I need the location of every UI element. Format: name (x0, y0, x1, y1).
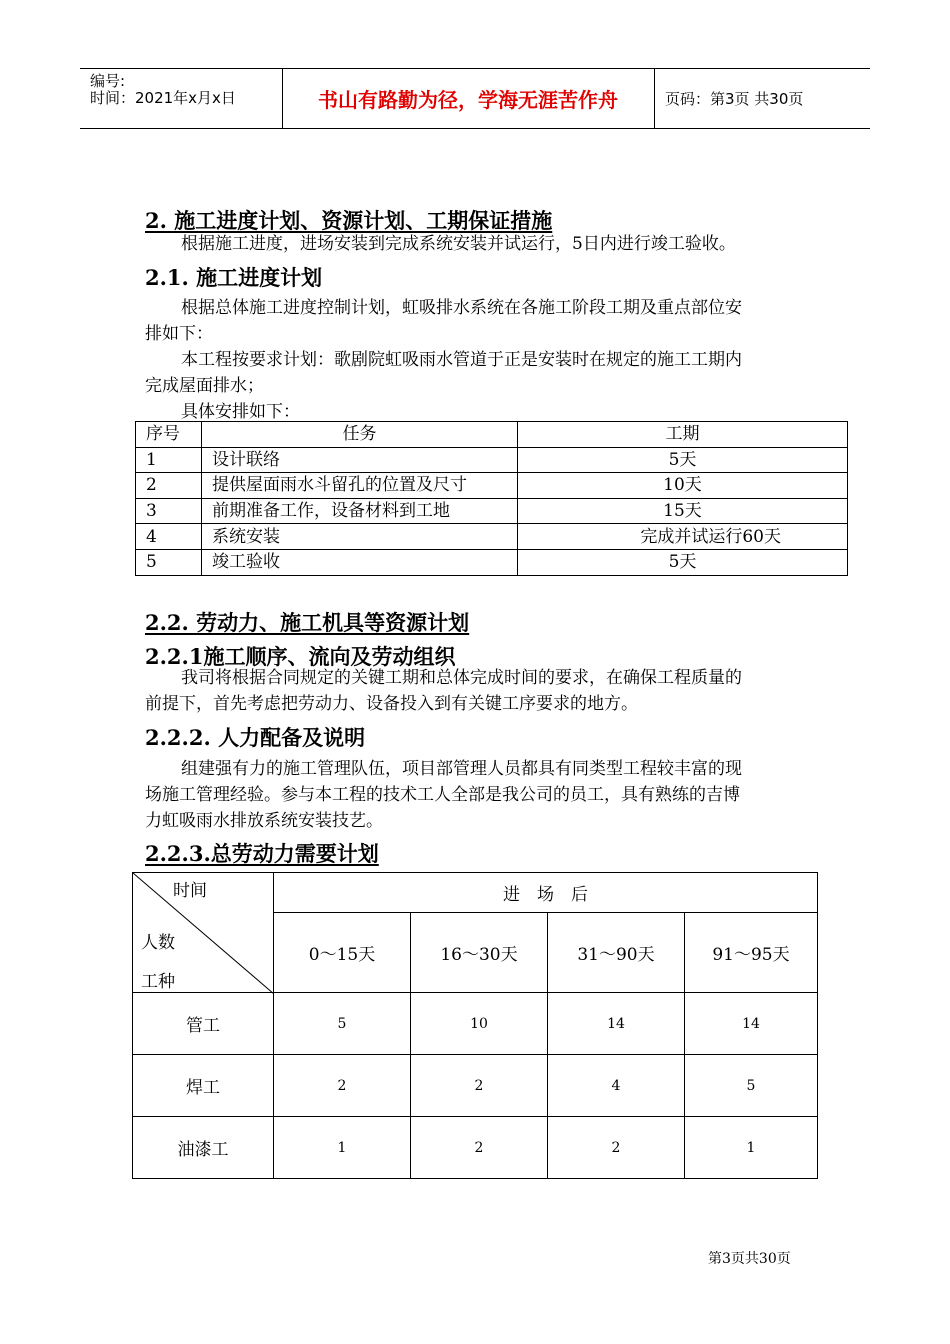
section-2-text-line: 根据施工进度，进场安装到完成系统安装并试运行，5日内进行竣工验收。 (181, 234, 736, 254)
labor-trade: 管工 (133, 993, 274, 1055)
schedule-seq: 1 (136, 447, 202, 473)
s221-line2: 前提下，首先考虑把劳动力、设备投入到有关键工序要求的地方。 (145, 694, 638, 714)
labor-count: 4 (548, 1055, 685, 1117)
s222-line3: 力虹吸雨水排放系统安装技艺。 (145, 811, 383, 831)
labor-count: 2 (548, 1117, 685, 1179)
para2-line2: 完成屋面排水； (145, 376, 264, 396)
labor-count: 2 (274, 1055, 411, 1117)
table-row (133, 993, 818, 1055)
labor-header-row-1 (133, 873, 818, 913)
schedule-task: 前期准备工作，设备材料到工地 (202, 498, 518, 524)
section-2-1-heading: 2.1. 施工进度计划 (145, 265, 323, 290)
section-2-1-paragraph (145, 295, 810, 425)
labor-count: 14 (548, 993, 685, 1055)
header-time-label: 时间：2021年x月x日 (90, 89, 236, 107)
s221-line1: 我司将根据合同规定的关键工期和总体完成时间的要求，在确保工程质量的 (181, 668, 742, 688)
header-motto: 书山有路勤为径，学海无涯苦作舟 (318, 87, 618, 112)
labor-period: 16～30天 (411, 913, 548, 993)
schedule-header-seq: 序号 (136, 422, 202, 448)
labor-count: 2 (411, 1117, 548, 1179)
schedule-task: 系统安装 (202, 524, 518, 550)
header-divider-right (654, 68, 655, 128)
labor-count: 5 (274, 993, 411, 1055)
labor-count: 1 (274, 1117, 411, 1179)
schedule-duration: 完成并试运行60天 (518, 524, 848, 550)
schedule-header-duration: 工期 (518, 422, 848, 448)
section-2-2-1-paragraph (145, 665, 810, 717)
labor-period: 31～90天 (548, 913, 685, 993)
labor-count: 1 (685, 1117, 818, 1179)
schedule-task: 设计联络 (202, 447, 518, 473)
schedule-task: 提供屋面雨水斗留孔的位置及尺寸 (202, 473, 518, 499)
table-row (136, 524, 848, 550)
footer-page-number: 第3页共30页 (708, 1251, 791, 1267)
labor-period: 0～15天 (274, 913, 411, 993)
s222-line1: 组建强有力的施工管理队伍，项目部管理人员都具有同类型工程较丰富的现 (181, 759, 742, 779)
labor-table (132, 872, 818, 1179)
labor-period: 91～95天 (685, 913, 818, 993)
table-row (133, 1117, 818, 1179)
section-2-2-heading: 2.2. 劳动力、施工机具等资源计划 (145, 610, 470, 635)
schedule-duration: 5天 (518, 447, 848, 473)
section-2-text (145, 231, 810, 257)
labor-count: 5 (685, 1055, 818, 1117)
section-2-2-2-paragraph (145, 756, 810, 834)
labor-trade: 油漆工 (133, 1117, 274, 1179)
para1-line2: 排如下： (145, 324, 213, 344)
schedule-table (135, 421, 848, 576)
labor-count: 10 (411, 993, 548, 1055)
header-number-label: 编号: (90, 72, 126, 90)
labor-count: 14 (685, 993, 818, 1055)
header-bottom-rule (80, 128, 870, 129)
table-row (136, 473, 848, 499)
s222-line2: 场施工管理经验。参与本工程的技术工人全部是我公司的员工，具有熟练的吉博 (145, 785, 740, 805)
schedule-seq: 5 (136, 549, 202, 575)
section-2-2-1-heading: 2.2.1施工顺序、流向及劳动组织 (145, 644, 456, 669)
table-row (136, 549, 848, 575)
schedule-duration: 15天 (518, 498, 848, 524)
labor-corner-cell (133, 873, 274, 993)
labor-count: 2 (411, 1055, 548, 1117)
schedule-seq: 2 (136, 473, 202, 499)
para3-line: 具体安排如下： (181, 402, 300, 422)
schedule-seq: 3 (136, 498, 202, 524)
corner-time-label: 时间 (173, 881, 207, 901)
labor-trade: 焊工 (133, 1055, 274, 1117)
para2-line1: 本工程按要求计划：歌剧院虹吸雨水管道于正是安装时在规定的施工工期内 (181, 350, 742, 370)
schedule-duration: 10天 (518, 473, 848, 499)
labor-group-header: 进 场 后 (274, 873, 818, 913)
schedule-duration: 5天 (518, 549, 848, 575)
corner-people-label: 人数 (141, 933, 175, 953)
table-row (136, 498, 848, 524)
schedule-header-task: 任务 (202, 422, 518, 448)
section-2-2-2-heading: 2.2.2. 人力配备及说明 (145, 725, 366, 750)
corner-trade-label: 工种 (141, 972, 175, 992)
para1-line1: 根据总体施工进度控制计划，虹吸排水系统在各施工阶段工期及重点部位安 (181, 298, 742, 318)
schedule-task: 竣工验收 (202, 549, 518, 575)
table-row (133, 1055, 818, 1117)
header-page-info: 页码：第3页 共30页 (665, 90, 804, 108)
schedule-header-row (136, 422, 848, 448)
schedule-seq: 4 (136, 524, 202, 550)
table-row (136, 447, 848, 473)
section-2-heading: 2. 施工进度计划、资源计划、工期保证措施 (145, 208, 553, 233)
section-2-2-3-heading: 2.2.3.总劳动力需要计划 (145, 841, 379, 866)
